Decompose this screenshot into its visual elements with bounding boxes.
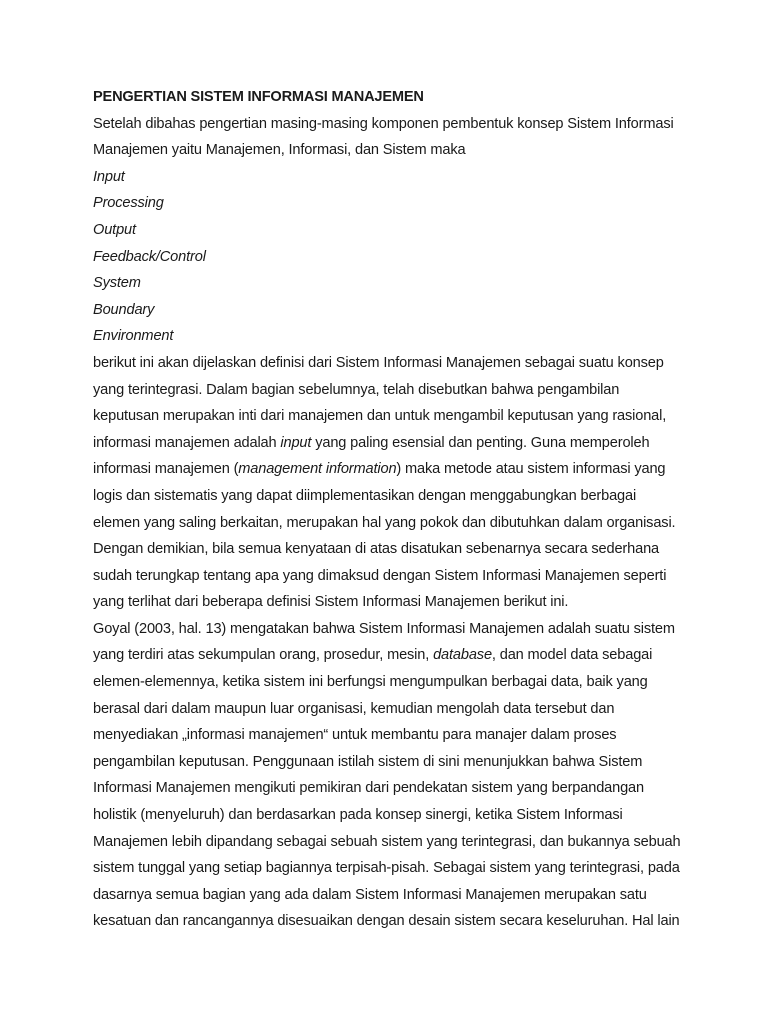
italic-run: input — [280, 434, 312, 451]
paragraph-line: yang terlihat dari beberapa definisi Sistem Informasi Manajemen berikut ini. — [93, 594, 569, 611]
paragraph-line: elemen-elemennya, ketika sistem ini berfungsi mengumpulkan berbagai data, baik yang — [93, 674, 648, 691]
paragraph-line — [93, 642, 673, 669]
paragraph-line: dasarnya semua bagian yang ada dalam Sistem Informasi Manajemen merupakan satu — [93, 886, 647, 903]
paragraph-line — [93, 456, 673, 483]
paragraph-line: sistem tunggal yang setiap bagiannya terpisah-pisah. Sebagai sistem yang terintegrasi, pada — [93, 860, 680, 877]
term-item: Boundary — [93, 301, 155, 318]
paragraph-line: Informasi Manajemen mengikuti pemikiran dari pendekatan sistem yang berpandangan — [93, 780, 644, 797]
paragraph-line: logis dan sistematis yang dapat diimplementasikan dengan menggabungkan berbagai — [93, 487, 637, 504]
intro-line: Manajemen yaitu Manajemen, Informasi, dan Sistem maka — [93, 142, 466, 159]
paragraph-line: holistik (menyeluruh) dan berdasarkan pada konsep sinergi, ketika Sistem Informasi — [93, 807, 623, 824]
paragraph-goyal — [93, 616, 681, 935]
italic-run: database — [433, 647, 492, 664]
paragraph-line: sudah terungkap tentang apa yang dimaksud dengan Sistem Informasi Manajemen seperti — [93, 567, 667, 584]
paragraph-line: keputusan merupakan inti dari manajemen dan untuk mengambil keputusan yang rasional, — [93, 408, 667, 425]
paragraph-line: Goyal (2003, hal. 13) mengatakan bahwa Sistem Informasi Manajemen adalah suatu sistem — [93, 620, 675, 637]
term-item: System — [93, 275, 141, 292]
paragraph-line: Manajemen lebih dipandang sebagai sebuah sistem yang terintegrasi, dan bukannya sebuah — [93, 833, 681, 850]
paragraph-line — [93, 430, 673, 457]
paragraph-line: elemen yang saling berkaitan, merupakan hal yang pokok dan dibutuhkan dalam organisasi. — [93, 514, 676, 531]
text-run: yang paling esensial dan penting. Guna memperoleh — [311, 434, 650, 451]
paragraph-line: berasal dari dalam maupun luar organisasi, kemudian mengolah data tersebut dan — [93, 700, 615, 717]
document-title: PENGERTIAN SISTEM INFORMASI MANAJEMEN — [93, 89, 424, 105]
text-run: ) maka metode atau sistem informasi yang — [396, 461, 666, 478]
text-run: informasi manajemen ( — [93, 461, 239, 478]
text-run: informasi manajemen adalah — [93, 434, 281, 451]
document-body — [93, 84, 681, 935]
paragraph-line: kesatuan dan rancangannya disesuaikan dengan desain sistem secara keseluruhan. Hal lain — [93, 913, 680, 930]
italic-run: management information — [238, 461, 397, 478]
paragraph-line: Dengan demikian, bila semua kenyataan di atas disatukan sebenarnya secara sederhana — [93, 541, 659, 558]
term-item: Environment — [93, 328, 174, 345]
paragraph-line: menyediakan „informasi manajemen“ untuk membantu para manajer dalam proses — [93, 727, 617, 744]
text-run: yang terdiri atas sekumpulan orang, prosedur, mesin, — [93, 647, 434, 664]
paragraph-definition — [93, 350, 676, 616]
text-run: , dan model data sebagai — [491, 647, 653, 664]
term-item: Output — [93, 221, 136, 238]
paragraph-line: yang terintegrasi. Dalam bagian sebelumnya, telah disebutkan bahwa pengambilan — [93, 381, 620, 398]
term-item: Input — [93, 168, 125, 185]
paragraph-line: berikut ini akan dijelaskan definisi dari Sistem Informasi Manajemen sebagai suatu konsep — [93, 354, 664, 371]
intro-line: Setelah dibahas pengertian masing-masing komponen pembentuk konsep Sistem Informasi — [93, 115, 674, 132]
term-item: Processing — [93, 195, 164, 212]
term-item: Feedback/Control — [93, 248, 206, 265]
paragraph-line: pengambilan keputusan. Penggunaan istilah sistem di sini menunjukkan bahwa Sistem — [93, 753, 643, 770]
